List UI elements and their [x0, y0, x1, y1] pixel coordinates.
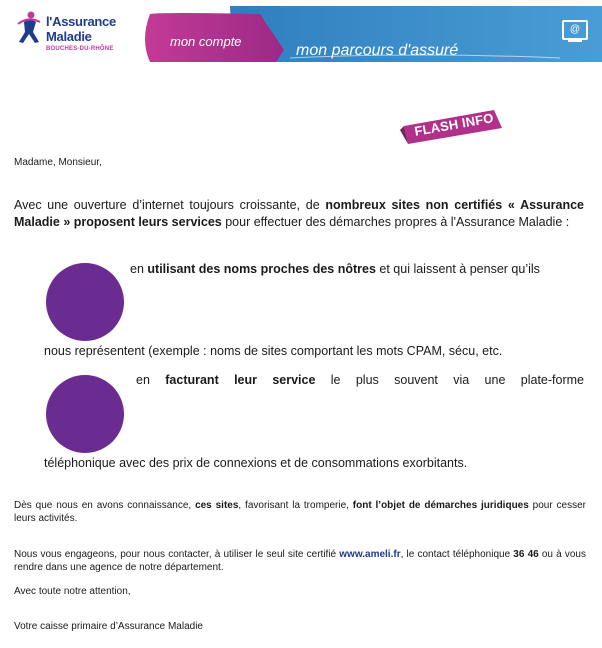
phone-number: 36 46 — [513, 549, 539, 560]
contact-paragraph — [14, 548, 586, 574]
logo-text-line1: l'Assurance — [46, 14, 116, 29]
p1-text-a: Dès que nous en avons connaissance, — [14, 500, 196, 511]
p1-text-d: font l’objet de démarches juridiques — [352, 500, 529, 511]
bullet-circle-2 — [46, 375, 124, 453]
logo-text-region: BOUCHES-DU-RHÔNE — [46, 46, 114, 52]
intro-text-bold: nombreux sites non certifiés « Assurance Maladie » proposent leurs services — [14, 198, 584, 229]
bullet-1-post: et qui laissent à penser qu’ils — [375, 262, 540, 276]
bullet-1-text — [130, 262, 590, 276]
p2-text-b: , le contact téléphonique — [400, 549, 514, 560]
intro-text-3: pour effectuer des démarches propres à l'Assurance Maladie : — [221, 215, 570, 229]
bullet-2-continuation: téléphonique avec des prix de connexions et de consommations exorbitants. — [44, 456, 468, 470]
closing-line: Avec toute notre attention, — [14, 586, 131, 597]
email-icon-stand — [568, 40, 582, 42]
header-banner — [0, 0, 602, 68]
salutation: Madame, Monsieur, — [14, 157, 102, 168]
assurance-maladie-logo[interactable] — [14, 8, 134, 64]
intro-paragraph — [14, 197, 584, 231]
p1-text-c: , favorisant la tromperie, — [238, 500, 353, 511]
p1-text-b: ces sites — [195, 500, 239, 511]
bullet-1-pre: en — [130, 262, 148, 276]
bullet-1-bold: utilisant des noms proches des nôtres — [147, 262, 376, 276]
tab-mon-parcours[interactable]: mon parcours d'assuré — [296, 42, 459, 59]
tab-mon-compte[interactable]: mon compte — [170, 34, 242, 49]
bullet-2-post: le plus souvent via une plate-forme — [315, 373, 584, 387]
intro-text-1: Avec une ouverture d’internet toujours croissante, de — [14, 198, 326, 212]
bullet-1-continuation: nous représentent (exemple : noms de sites comportant les mots CPAM, sécu, etc. — [44, 344, 503, 358]
flash-info-label: FLASH INFO — [413, 110, 495, 139]
p1-text-e: pour cesser leurs activités. — [14, 500, 587, 524]
ameli-link[interactable]: www.ameli.fr — [339, 549, 401, 560]
bullet-2-bold: facturant leur service — [165, 373, 316, 387]
p2-text-c: ou à vous rendre dans une agence de notre département. — [14, 549, 586, 573]
legal-action-paragraph — [14, 499, 586, 525]
email-icon[interactable]: @ — [562, 20, 588, 40]
logo-figure-icon — [14, 10, 44, 46]
signature-line: Votre caisse primaire d’Assurance Maladie — [14, 621, 203, 632]
bullet-2-pre: en — [136, 373, 166, 387]
bullet-circle-1 — [46, 263, 124, 341]
p2-text-a: Nous vous engageons, pour nous contacter, à utiliser le seul site certifié — [14, 549, 340, 560]
bullet-2-text — [136, 373, 584, 387]
logo-text-line2: Maladie — [46, 29, 92, 44]
